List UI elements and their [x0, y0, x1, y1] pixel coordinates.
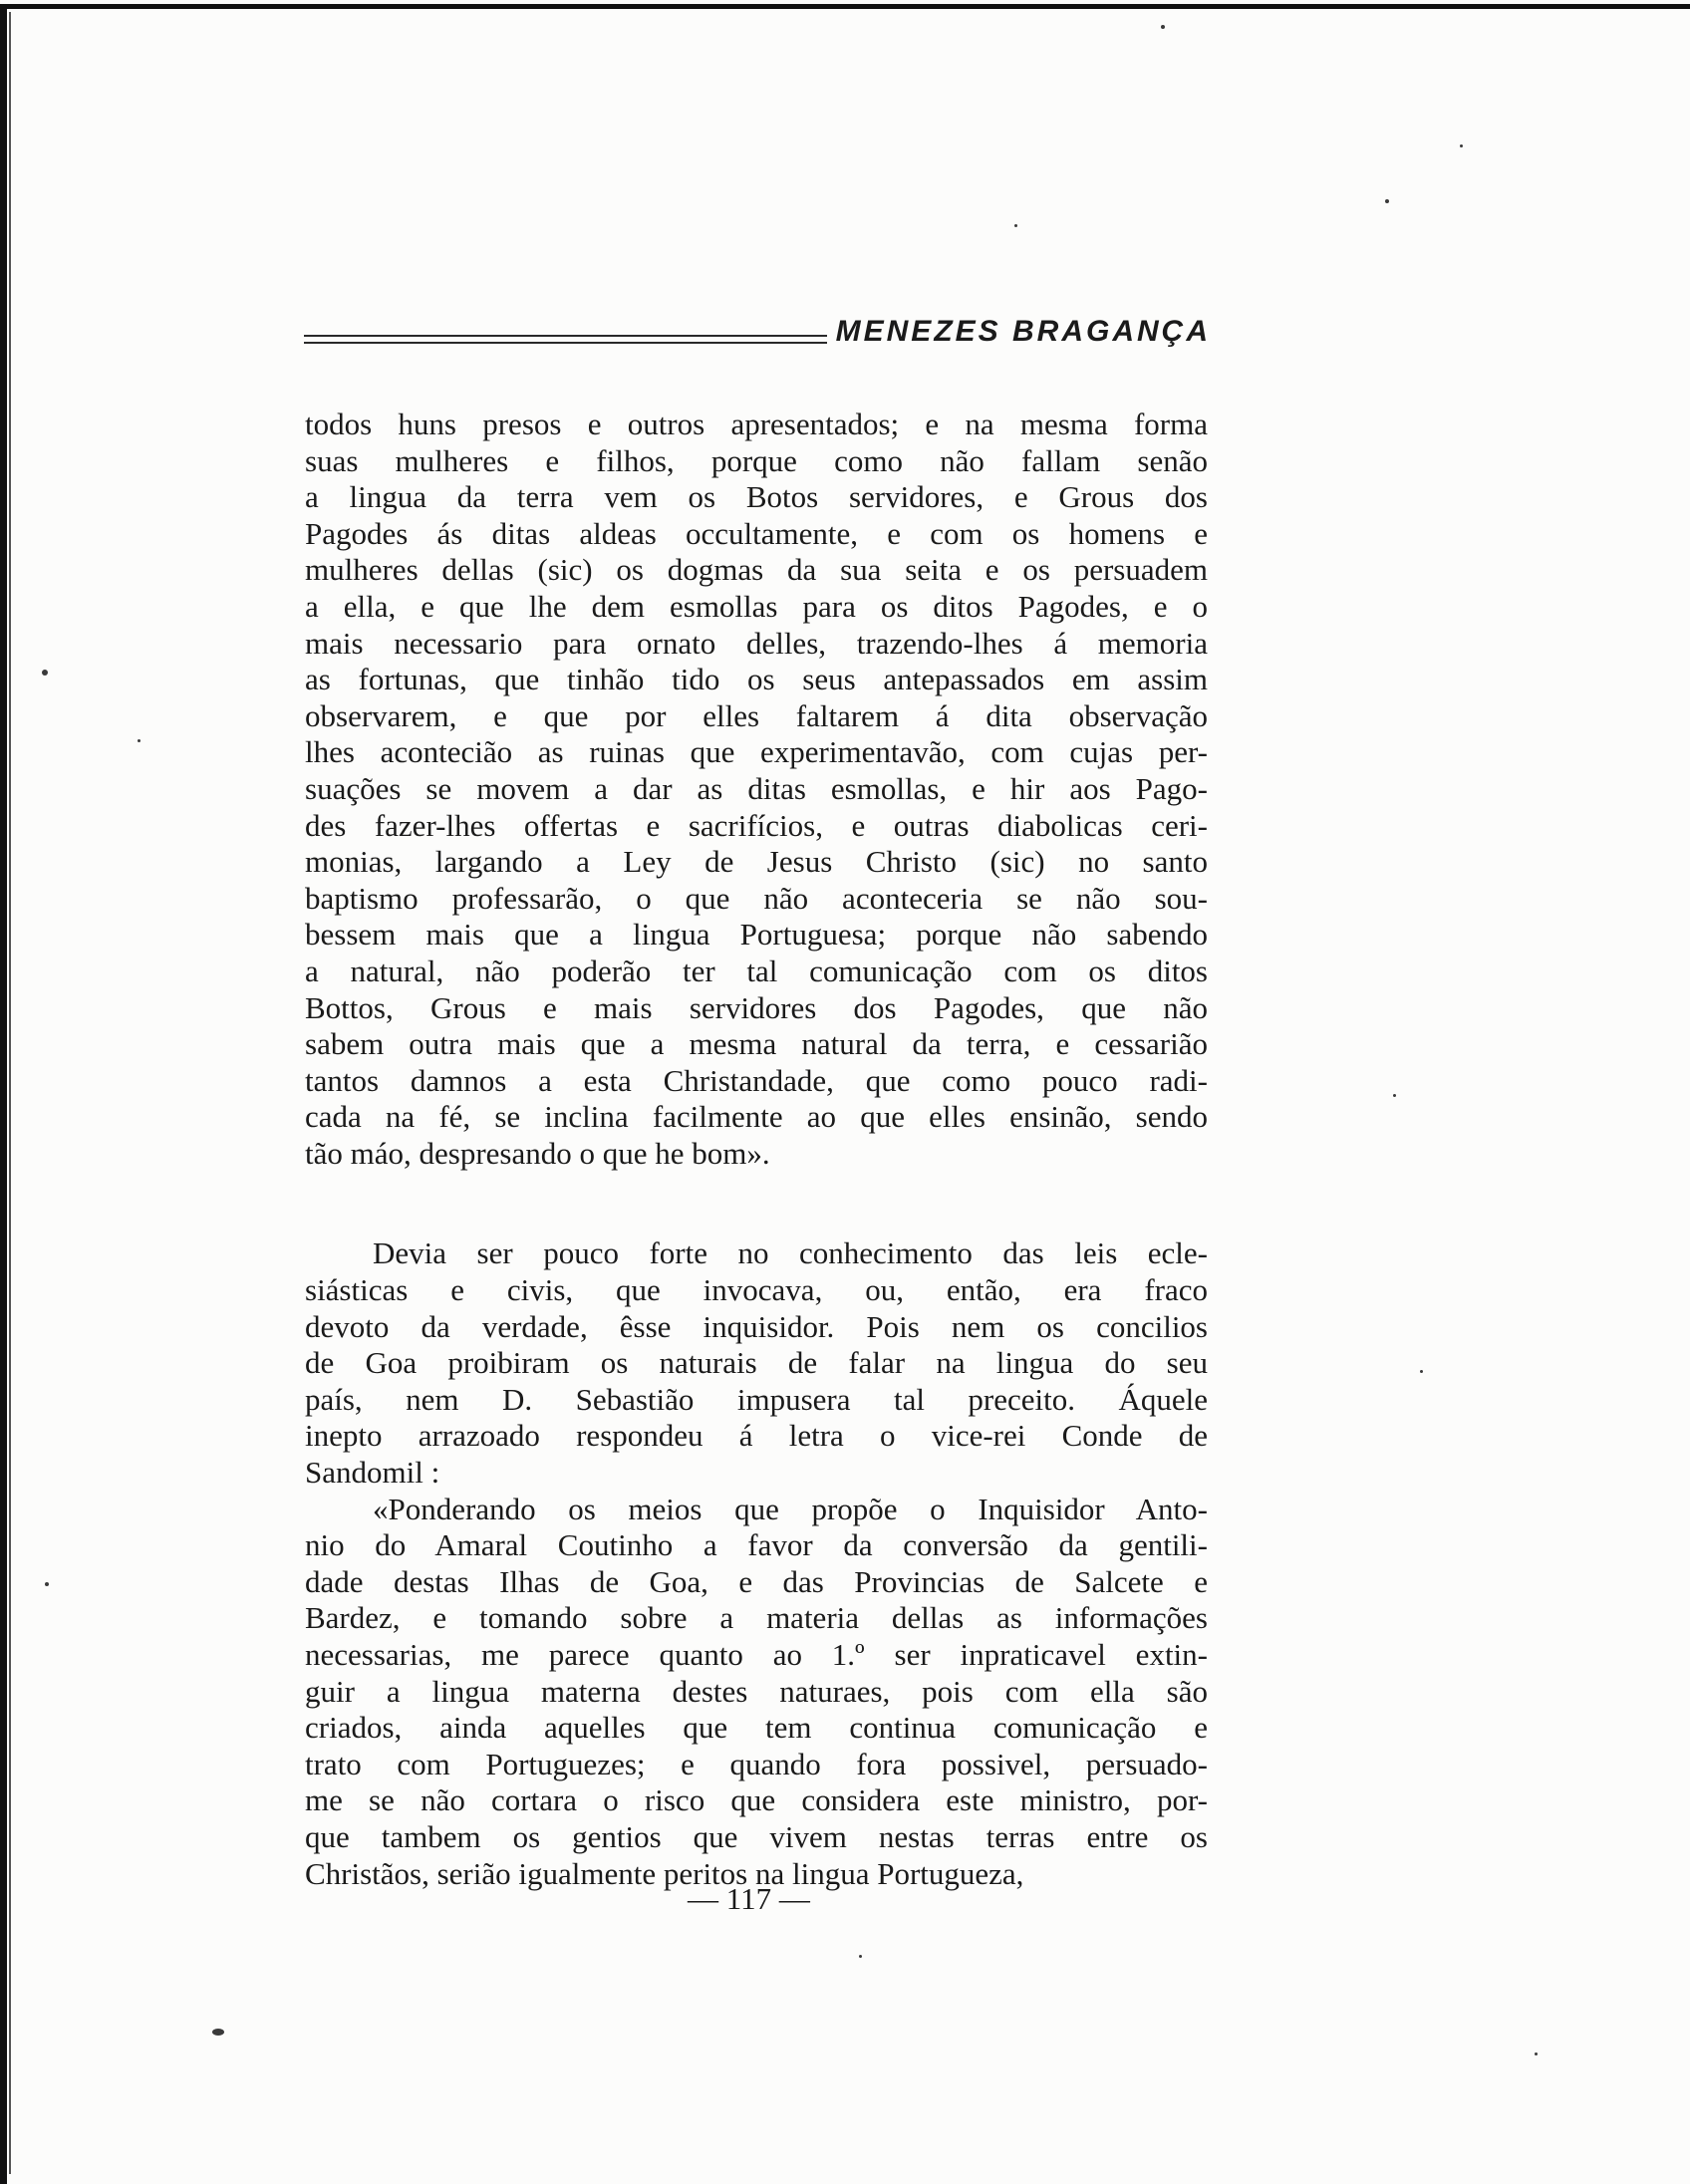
viceroy-reply-paragraph [305, 1492, 1208, 1893]
scan-speck [859, 1955, 862, 1958]
page-number: — 117 — [688, 1881, 810, 1916]
text-line: de Goa proibiram os naturais de falar na lingua do seu [305, 1345, 1208, 1381]
text-line: Christãos, serião igualmente peritos na lingua Portugueza, [305, 1855, 1024, 1891]
text-line: criados, ainda aquelles que tem continua comunicação e [305, 1710, 1208, 1746]
text-line: Devia ser pouco forte no conhecimento das leis ecle- [373, 1235, 1208, 1271]
scan-speck [1393, 1094, 1396, 1097]
text-line: monias, largando a Ley de Jesus Christo (sic) no santo [305, 844, 1208, 880]
text-line: me se não cortara o risco que considera este ministro, por- [305, 1782, 1208, 1818]
text-line: a ella, e que lhe dem esmollas para os ditos Pagodes, e o [305, 588, 1208, 624]
text-line: nio do Amaral Coutinho a favor da conversão da gentili- [305, 1527, 1208, 1563]
text-line: trato com Portuguezes; e quando fora possivel, persuado- [305, 1746, 1208, 1781]
text-line: Bardez, e tomando sobre a materia dellas as informações [305, 1600, 1208, 1636]
text-line: a lingua da terra vem os Botos servidores, e Grous dos [305, 479, 1208, 515]
text-line: a natural, não poderão ter tal comunicação com os ditos [305, 953, 1208, 988]
text-line: Sandomil : [305, 1455, 440, 1491]
text-line: Bottos, Grous e mais servidores dos Pagodes, que não [305, 989, 1208, 1025]
text-line: tão máo, despresando o que he bom». [305, 1135, 770, 1171]
running-head-title: MENEZES BRAGANÇA [835, 315, 1211, 348]
running-head [304, 309, 1211, 359]
scan-speck [1161, 25, 1165, 29]
text-line: guir a lingua materna destes naturaes, pois com ella são [305, 1673, 1208, 1709]
text-line: devoto da verdade, êsse inquisidor. Pois nem os concilios [305, 1308, 1208, 1344]
text-line: lhes acontecião as ruinas que experimentavão, com cujas per- [305, 734, 1208, 770]
text-line: todos huns presos e outros apresentados; e na mesma forma [305, 407, 1208, 441]
quote-continuation-paragraph [305, 407, 1208, 1172]
scan-speck [1014, 224, 1017, 227]
scan-speck [212, 2029, 224, 2036]
text-line: suas mulheres e filhos, porque como não fallam senão [305, 442, 1208, 478]
scan-speck [138, 739, 141, 742]
text-line: «Ponderando os meios que propõe o Inquisidor Anto- [373, 1491, 1208, 1526]
page-left-edge-shadow [9, 12, 11, 2174]
paragraph-spacer [305, 1172, 1208, 1235]
text-line: observarem, e que por elles faltarem á dita observação [305, 697, 1208, 733]
text-line: des fazer-lhes offertas e sacrifícios, e outras diabolicas ceri- [305, 807, 1208, 843]
scan-speck [42, 670, 48, 676]
scan-speck [1420, 1370, 1423, 1373]
text-line: inepto arrazoado respondeu á letra o vice-rei Conde de [305, 1418, 1208, 1454]
text-line: país, nem D. Sebastião impusera tal preceito. Áquele [305, 1381, 1208, 1417]
text-line: as fortunas, que tinhão tido os seus antepassados em assim [305, 662, 1208, 697]
text-line: suações se movem a dar as ditas esmollas, e hir aos Pago- [305, 770, 1208, 806]
page-top-edge [0, 4, 1690, 9]
scan-speck [45, 1582, 49, 1586]
text-line: bessem mais que a lingua Portuguesa; porque não sabendo [305, 917, 1208, 953]
scan-speck [1535, 2052, 1538, 2055]
text-line: tantos damnos a esta Christandade, que como pouco radi- [305, 1062, 1208, 1098]
scan-speck [1460, 144, 1463, 147]
body-text [305, 407, 1208, 1892]
running-head-rule [304, 335, 827, 345]
text-line: baptismo professarão, o que não aconteceria se não sou- [305, 880, 1208, 916]
text-line: dade destas Ilhas de Goa, e das Provincias de Salcete e [305, 1563, 1208, 1599]
scan-speck [1385, 199, 1389, 203]
text-line: que tambem os gentios que vivem nestas terras entre os [305, 1818, 1208, 1854]
text-line: mais necessario para ornato delles, trazendo-lhes á memoria [305, 625, 1208, 661]
text-line: necessarias, me parece quanto ao 1.º ser inpraticavel extin- [305, 1637, 1208, 1672]
text-line: siásticas e civis, que invocava, ou, então, era fraco [305, 1272, 1208, 1308]
text-line: Pagodes ás ditas aldeas occultamente, e com os homens e [305, 515, 1208, 551]
commentary-paragraph [305, 1235, 1208, 1491]
text-line: mulheres dellas (sic) os dogmas da sua seita e os persuadem [305, 552, 1208, 588]
text-line: sabem outra mais que a mesma natural da terra, e cessarião [305, 1026, 1208, 1062]
page-left-edge [0, 4, 7, 2184]
text-line: cada na fé, se inclina facilmente ao que elles ensinão, sendo [305, 1099, 1208, 1135]
